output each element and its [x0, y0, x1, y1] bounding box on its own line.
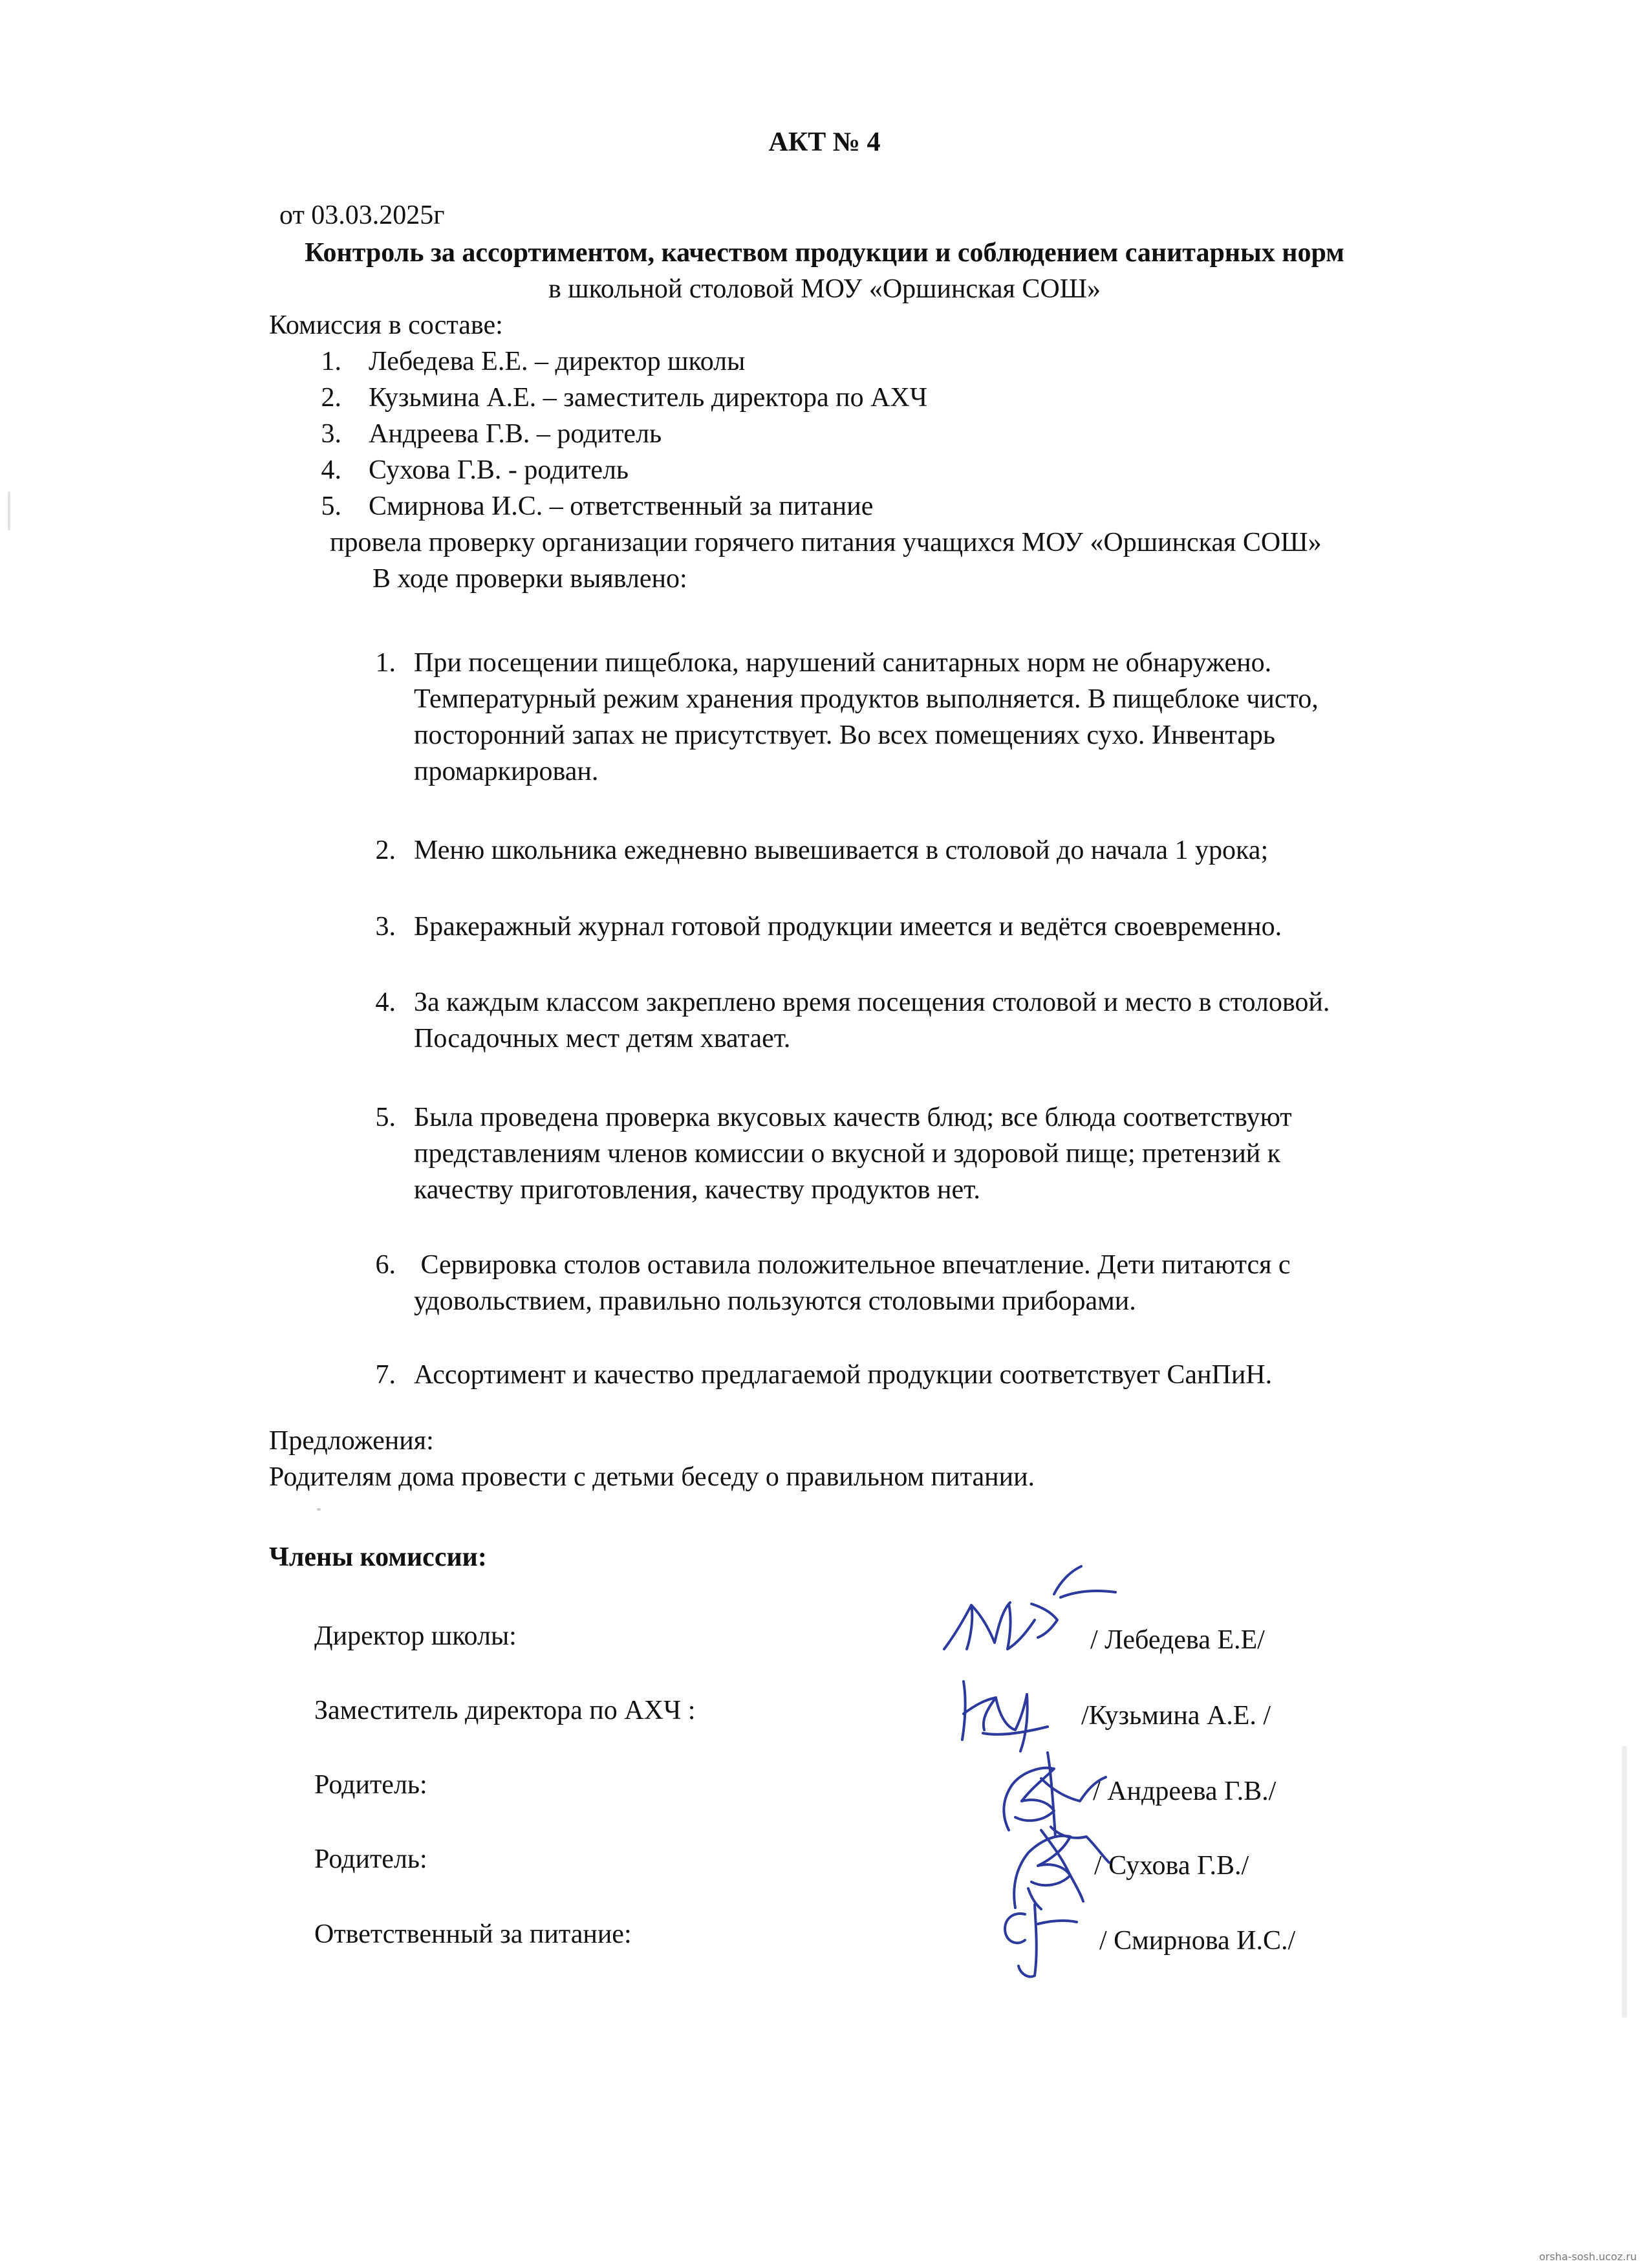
commission-intro: Комиссия в составе:	[269, 310, 503, 340]
finding-line: промаркирован.	[414, 757, 599, 786]
commission-item: Смирнова И.С. – ответственный за питание	[369, 491, 874, 521]
finding-number: 5.	[375, 1103, 396, 1132]
commission-item-number: 1.	[321, 347, 341, 376]
proposals-title: Предложения:	[269, 1426, 434, 1456]
signature-lebedeva	[931, 1559, 1125, 1669]
signature-name: / Андреева Г.В./	[1093, 1777, 1277, 1806]
finding-line: Бракеражный журнал готовой продукции имеется и ведётся своевременно.	[414, 912, 1282, 942]
finding-number: 6.	[375, 1250, 396, 1280]
finding-line: качеству приготовления, качеству продуктов нет.	[414, 1175, 980, 1205]
signature-name: / Лебедева Е.Е/	[1090, 1625, 1265, 1655]
finding-line: Температурный режим хранения продуктов выполняется. В пищеблоке чисто,	[414, 684, 1319, 714]
finding-line: Была проведена проверка вкусовых качеств блюд; все блюда соответствуют	[414, 1103, 1292, 1132]
commission-item: Лебедева Е.Е. – директор школы	[369, 347, 746, 376]
watermark: orsha-sosh.ucoz.ru	[1539, 2251, 1637, 2263]
signature-name: / Сухова Г.В./	[1094, 1851, 1249, 1881]
document-subject-line2: в школьной столовой МОУ «Оршинская СОШ»	[548, 274, 1101, 304]
finding-line: За каждым классом закреплено время посещения столовой и место в столовой.	[414, 988, 1330, 1017]
proposals-text: Родителям дома провести с детьми беседу о правильном питании.	[269, 1462, 1035, 1492]
document-date: от 03.03.2025г	[279, 200, 445, 230]
document-subject-line1: Контроль за ассортиментом, качеством продукции и соблюдением санитарных норм	[305, 238, 1344, 268]
scan-edge-shadow	[1622, 1746, 1627, 2018]
finding-number: 3.	[375, 912, 396, 942]
signature-role: Директор школы:	[314, 1621, 517, 1651]
commission-item-number: 3.	[321, 419, 341, 449]
document-title: АКТ № 4	[768, 127, 881, 157]
signature-role: Ответственный за питание:	[314, 1919, 632, 1949]
scan-speck	[317, 1508, 321, 1511]
signature-name: / Смирнова И.С./	[1099, 1926, 1296, 1956]
finding-number: 1.	[375, 648, 396, 678]
commission-item-number: 4.	[321, 455, 341, 485]
signature-role: Родитель:	[314, 1844, 427, 1874]
signature-role: Родитель:	[314, 1770, 427, 1800]
finding-line: Меню школьника ежедневно вывешивается в столовой до начала 1 урока;	[414, 836, 1269, 865]
finding-line: удовольствием, правильно пользуются столовыми приборами.	[414, 1286, 1136, 1316]
finding-line: Сервировка столов оставила положительное впечатление. Дети питаются с	[414, 1250, 1291, 1280]
check-line: провела проверку организации горячего питания учащихся МОУ «Оршинская СОШ»	[330, 528, 1322, 557]
commission-item: Сухова Г.В. - родитель	[369, 455, 629, 485]
commission-item: Андреева Г.В. – родитель	[369, 419, 662, 449]
signature-role: Заместитель директора по АХЧ :	[314, 1696, 696, 1725]
signature-name: /Кузьмина А.Е. /	[1081, 1701, 1271, 1731]
finding-line: Ассортимент и качество предлагаемой продукции соответствует СанПиН.	[414, 1360, 1273, 1390]
commission-item: Кузьмина А.Е. – заместитель директора по АХЧ	[369, 383, 928, 413]
findings-intro: В ходе проверки выявлено:	[372, 564, 687, 594]
scan-edge-mark	[8, 491, 10, 530]
finding-line: Посадочных мест детям хватает.	[414, 1024, 791, 1053]
finding-number: 7.	[375, 1360, 396, 1390]
finding-line: посторонний запах не присутствует. Во всех помещениях сухо. Инвентарь	[414, 720, 1276, 750]
signature-smirnova	[989, 1888, 1086, 1985]
commission-item-number: 2.	[321, 383, 341, 413]
finding-line: При посещении пищеблока, нарушений санитарных норм не обнаружено.	[414, 648, 1272, 678]
commission-item-number: 5.	[321, 491, 341, 521]
members-title: Члены комиссии:	[269, 1542, 487, 1572]
finding-line: представлениям членов комиссии о вкусной и здоровой пище; претензий к	[414, 1139, 1281, 1169]
finding-number: 2.	[375, 836, 396, 865]
finding-number: 4.	[375, 988, 396, 1017]
